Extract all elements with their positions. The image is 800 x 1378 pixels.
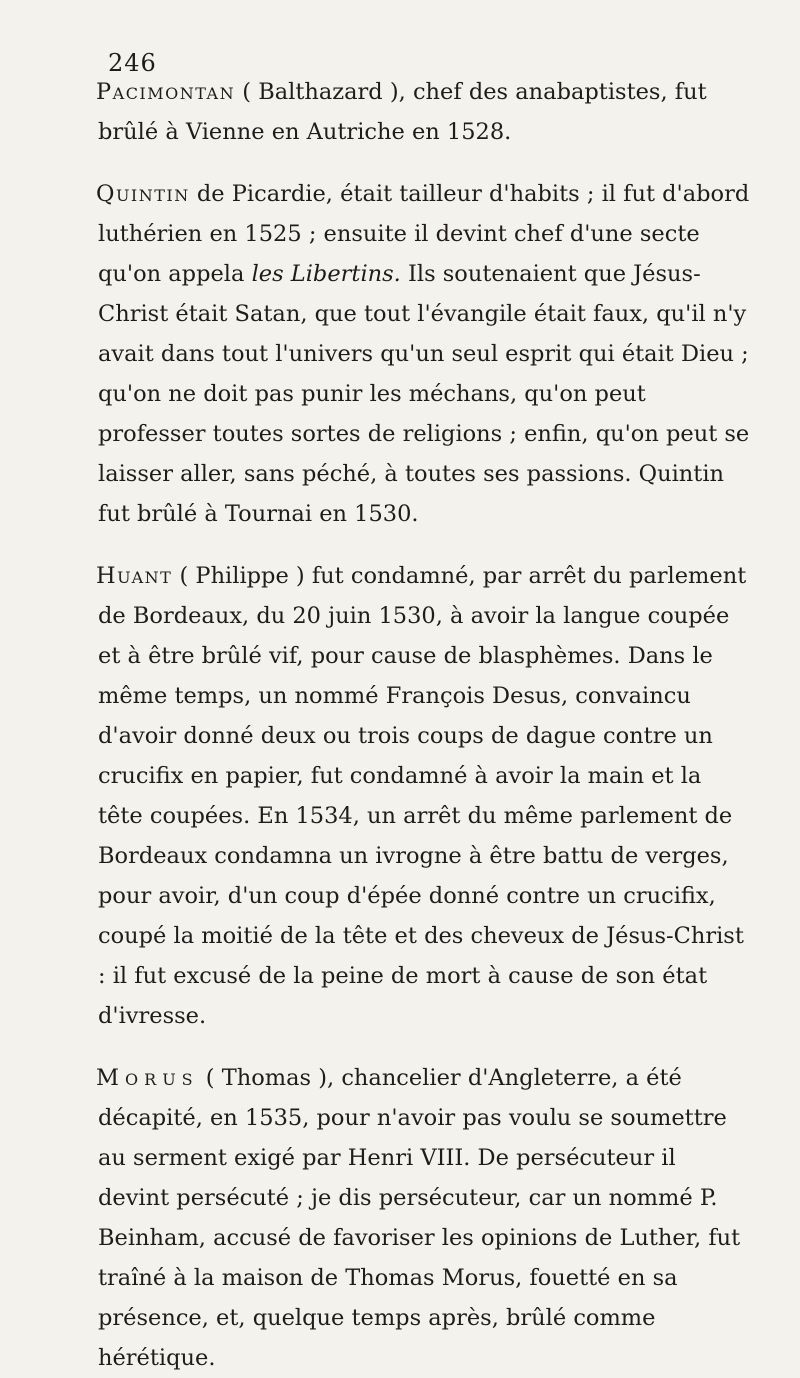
entry-morus <box>98 1058 752 1378</box>
entry-heading: Morus <box>96 1065 199 1091</box>
entry-quintin <box>98 174 752 534</box>
entry-italic-term: les Libertins. <box>251 261 401 287</box>
entry-huant <box>98 556 752 1036</box>
entry-pacimontan <box>98 72 752 152</box>
entry-body: de Picardie, était tailleur d'habits ; il fut d'abord luthérien en 1525 ; ensuite il devint chef d'une secte qu'on appela <box>98 181 750 287</box>
entry-heading: Quintin <box>96 181 190 207</box>
entry-heading: Huant <box>96 563 173 589</box>
page-text <box>98 72 752 1378</box>
entry-body: ( Thomas ), chancelier d'Angleterre, a été décapité, en 1535, pour n'avoir pas voulu se soumettre au serment exigé par Henri VIII. De persécuteur il devint persécuté ; je dis persécuteur, car un nommé P. Beinham, accusé de favoriser les opinions de Luther, fut traîné à la maison de Thomas Morus, fouetté en sa présence, et, quelque temps après, brûlé comme hérétique. <box>98 1065 741 1371</box>
entry-body-continued: Ils soutenaient que Jésus-Christ était Satan, que tout l'évangile était faux, qu'il n'y avait dans tout l'univers qu'un seul esprit qui était Dieu ; qu'on ne doit pas punir les méchans, qu'on peut professer toutes sortes de religions ; enfin, qu'on peut se laisser aller, sans péché, à toutes ses passions. Quintin fut brûlé à Tournai en 1530. <box>98 261 750 527</box>
entry-body: ( Philippe ) fut condamné, par arrêt du parlement de Bordeaux, du 20 juin 1530, à avoir la langue coupée et à être brûlé vif, pour cause de blasphèmes. Dans le même temps, un nommé François Desus, convaincu d'avoir donné deux ou trois coups de dague contre un crucifix en papier, fut condamné à avoir la main et la tête coupées. En 1534, un arrêt du même parlement de Bordeaux condamna un ivrogne à être battu de verges, pour avoir, d'un coup d'épée donné contre un crucifix, coupé la moitié de la tête et des cheveux de Jésus-Christ : il fut excusé de la peine de mort à cause de son état d'ivresse. <box>98 563 747 1029</box>
entry-heading: Pacimontan <box>96 79 236 105</box>
entry-body: ( Balthazard ), chef des anabaptistes, fut brûlé à Vienne en Autriche en 1528. <box>98 79 707 145</box>
page-number: 246 <box>108 49 157 77</box>
